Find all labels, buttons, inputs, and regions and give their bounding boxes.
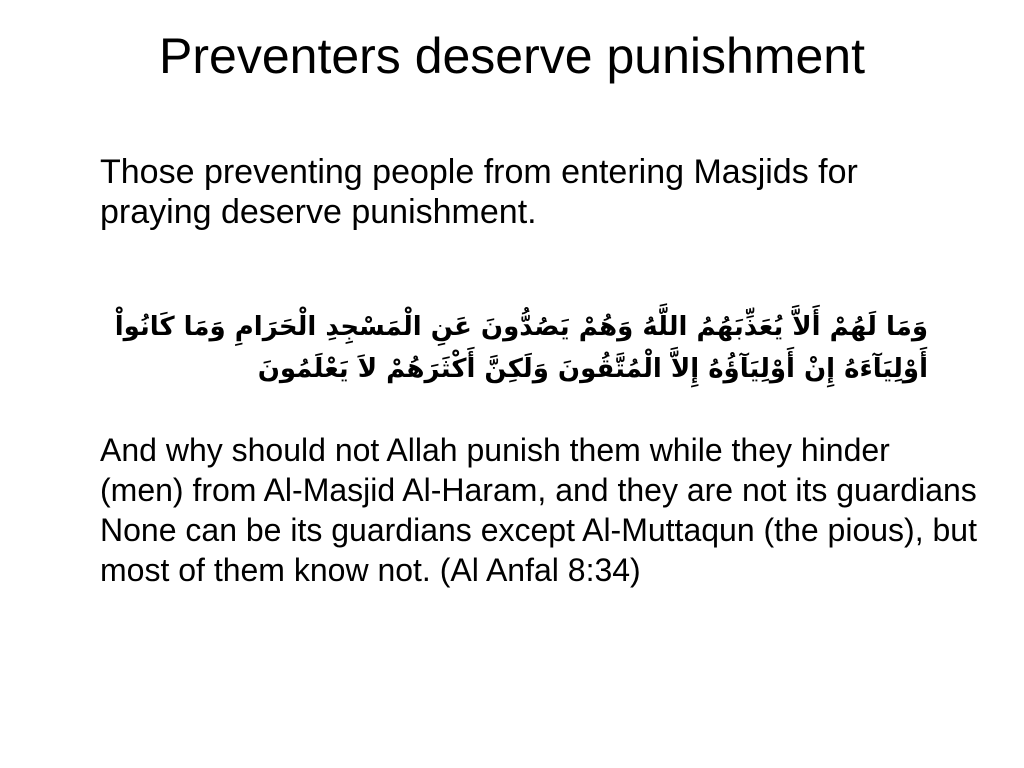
slide-title: Preventers deserve punishment xyxy=(159,28,865,84)
arabic-verse: وَمَا لَهُمْ أَلاَّ يُعَذِّبَهُمُ اللَّهُ وَهُمْ يَصُدُّونَ عَنِ الْمَسْجِدِ الْحَرَامِ وَمَا كَانُواْ أَوْلِيَآءَهُ إِنْ أَوْلِيَآؤُهُ إِلاَّ الْمُتَّقُونَ وَلَكِنَّ أَكْثَرَهُمْ لاَ يَعْلَمُونَ xyxy=(114,312,928,384)
translation-text: And why should not Allah punish them while they hinder (men) from Al-Masjid Al-Haram, and they are not its guardians None can be its guardians except Al-Muttaqun (the pious), but most of them know not. (Al Anfal 8:34) xyxy=(100,432,977,588)
intro-text: Those preventing people from entering Masjids for praying deserve punishment. xyxy=(100,153,858,231)
